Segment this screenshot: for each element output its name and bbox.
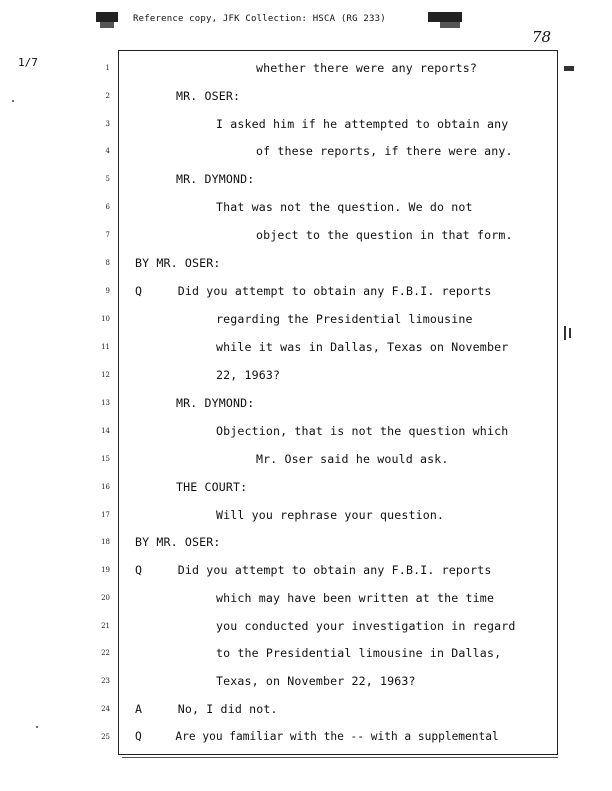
margin-scribble	[564, 326, 566, 340]
line-number: 15	[101, 455, 110, 463]
line-number: 4	[105, 147, 110, 155]
line-number: 16	[101, 483, 110, 491]
transcript-line: BY MR. OSER:	[135, 535, 221, 549]
line-number: 1	[105, 64, 110, 72]
line-number: 7	[105, 231, 110, 239]
transcript-line: That was not the question. We do not	[216, 200, 473, 214]
transcript-line: of these reports, if there were any.	[256, 144, 513, 158]
line-number: 14	[101, 427, 110, 435]
transcript-line: THE COURT:	[176, 480, 248, 494]
line-number: 9	[105, 287, 110, 295]
margin-scribble	[569, 328, 571, 338]
line-number: 13	[101, 399, 110, 407]
transcript-line: MR. OSER:	[176, 89, 241, 103]
line-number: 20	[101, 594, 110, 602]
transcript-line: Q Did you attempt to obtain any F.B.I. reports	[135, 284, 492, 298]
line-number: 23	[101, 677, 110, 685]
line-number: 5	[105, 175, 110, 183]
line-number: 11	[101, 343, 110, 351]
transcript-line: object to the question in that form.	[256, 228, 513, 242]
margin-dot	[12, 100, 14, 102]
line-number: 25	[101, 733, 110, 741]
transcript-line: Texas, on November 22, 1963?	[216, 674, 416, 688]
line-number: 19	[101, 566, 110, 574]
handwritten-page-number: 78	[532, 28, 552, 46]
line-number: 6	[105, 203, 110, 211]
transcript-line: to the Presidential limousine in Dallas,	[216, 646, 502, 660]
transcript-line: MR. DYMOND:	[176, 396, 255, 410]
scan-smudge-left-2	[100, 22, 114, 28]
transcript-line: whether there were any reports?	[256, 61, 478, 75]
line-number: 3	[105, 120, 110, 128]
transcript-line: I asked him if he attempted to obtain any	[216, 117, 509, 131]
transcript-line: regarding the Presidential limousine	[216, 312, 473, 326]
transcript-line: which may have been written at the time	[216, 591, 495, 605]
line-number: 10	[101, 315, 110, 323]
scan-smudge-left	[96, 12, 118, 22]
line-number: 18	[101, 538, 110, 546]
transcript-line: MR. DYMOND:	[176, 172, 255, 186]
reference-header: Reference copy, JFK Collection: HSCA (RG 233)	[133, 14, 386, 24]
scan-smudge-right	[428, 12, 462, 22]
transcript-line: 22, 1963?	[216, 368, 281, 382]
line-number: 21	[101, 622, 110, 630]
transcript-line: BY MR. OSER:	[135, 256, 221, 270]
page-frame-bottom	[122, 757, 558, 758]
transcript-line: Q Did you attempt to obtain any F.B.I. reports	[135, 563, 492, 577]
transcript-line: while it was in Dallas, Texas on November	[216, 340, 509, 354]
line-number: 22	[101, 649, 110, 657]
margin-note: 1/7	[18, 56, 38, 69]
margin-dot	[36, 726, 38, 728]
line-number: 12	[101, 371, 110, 379]
transcript-line: you conducted your investigation in regard	[216, 619, 516, 633]
transcript-line: Will you rephrase your question.	[216, 508, 445, 522]
transcript-line: Mr. Oser said he would ask.	[256, 452, 449, 466]
line-number: 2	[105, 92, 110, 100]
line-number: 24	[101, 705, 110, 713]
transcript-line: A No, I did not.	[135, 702, 278, 716]
margin-scribble	[564, 66, 574, 71]
line-number: 17	[101, 511, 110, 519]
transcript-line: Q Are you familiar with the -- with a supplemental	[135, 730, 499, 743]
scan-smudge-right-2	[440, 22, 460, 28]
transcript-line: Objection, that is not the question which	[216, 424, 509, 438]
line-number: 8	[105, 259, 110, 267]
